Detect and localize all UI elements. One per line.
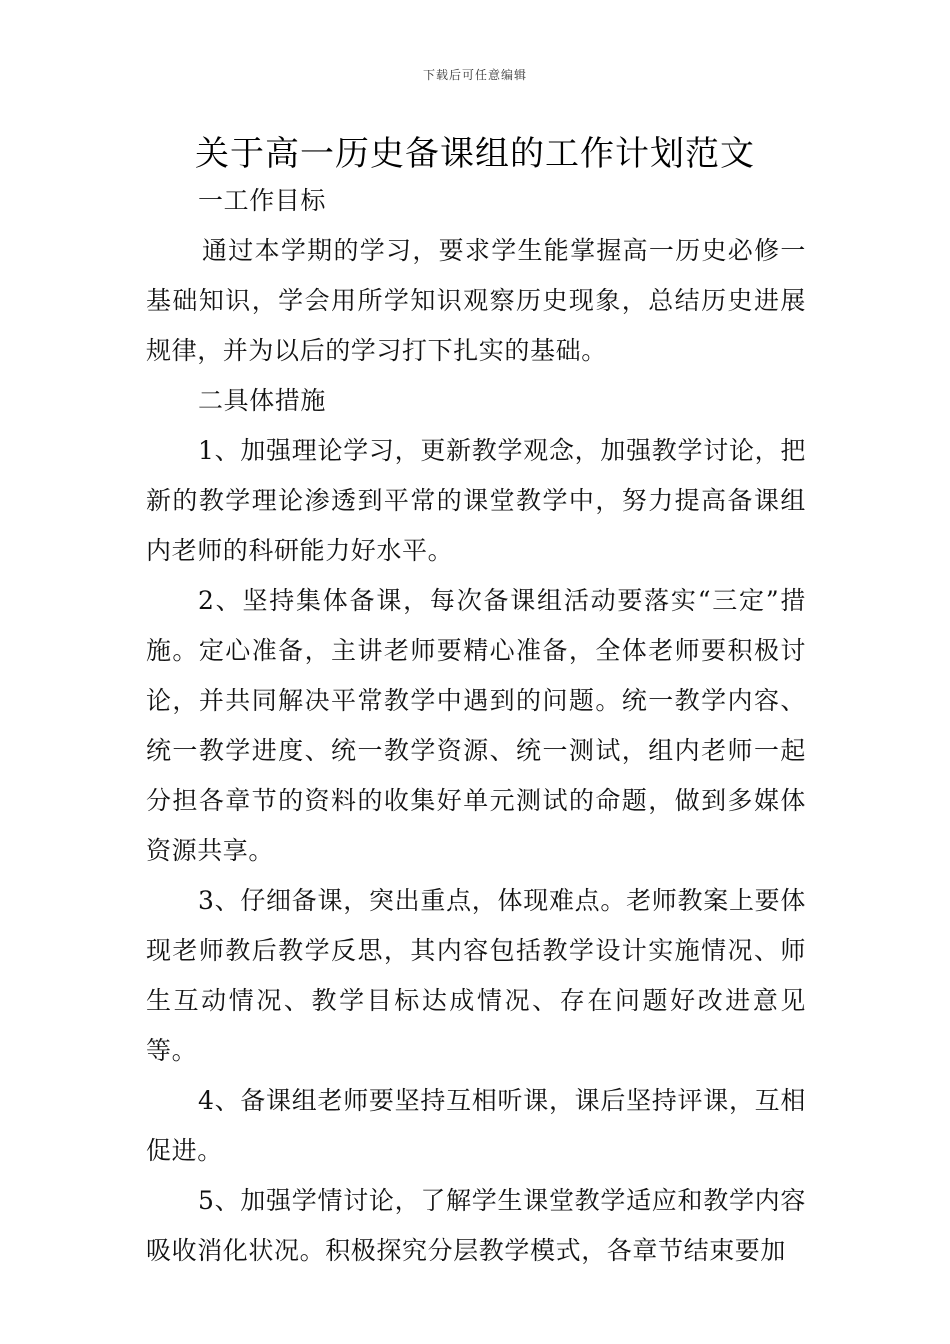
section-heading-measures: 二具体措施 [198,386,327,415]
document-body [146,176,806,1276]
paragraph-measure-5: 5、加强学情讨论，了解学生课堂教学适应和教学内容吸收消化状况。积极探究分层教学模式，各章节结束要加 [146,1186,806,1265]
paragraph-measure-3: 3、仔细备课，突出重点，体现难点。老师教案上要体现老师教后教学反思，其内容包括教学设计实施情况、师生互动情况、教学目标达成情况、存在问题好改进意见等。 [146,886,806,1065]
paragraph-goals: 通过本学期的学习，要求学生能掌握高一历史必修一基础知识，学会用所学知识观察历史现象，总结历史进展规律，并为以后的学习打下扎实的基础。 [146,236,806,365]
section-heading-goals: 一工作目标 [198,186,327,215]
paragraph-measure-2: 2、坚持集体备课，每次备课组活动要落实“三定”措施。定心准备，主讲老师要精心准备，全体老师要积极讨论，并共同解决平常教学中遇到的问题。统一教学内容、统一教学进度、统一教学资源、统一测试，组内老师一起分担各章节的资料的收集好单元测试的命题，做到多媒体资源共享。 [146,586,806,865]
header-note: 下载后可任意编辑 [422,68,527,82]
paragraph-measure-1: 1、加强理论学习，更新教学观念，加强教学讨论，把新的教学理论渗透到平常的课堂教学中，努力提高备课组内老师的科研能力好水平。 [146,436,806,565]
paragraph-measure-4: 4、备课组老师要坚持互相听课，课后坚持评课，互相促进。 [146,1086,806,1165]
document-title: 关于高一历史备课组的工作计划范文 [195,134,755,174]
